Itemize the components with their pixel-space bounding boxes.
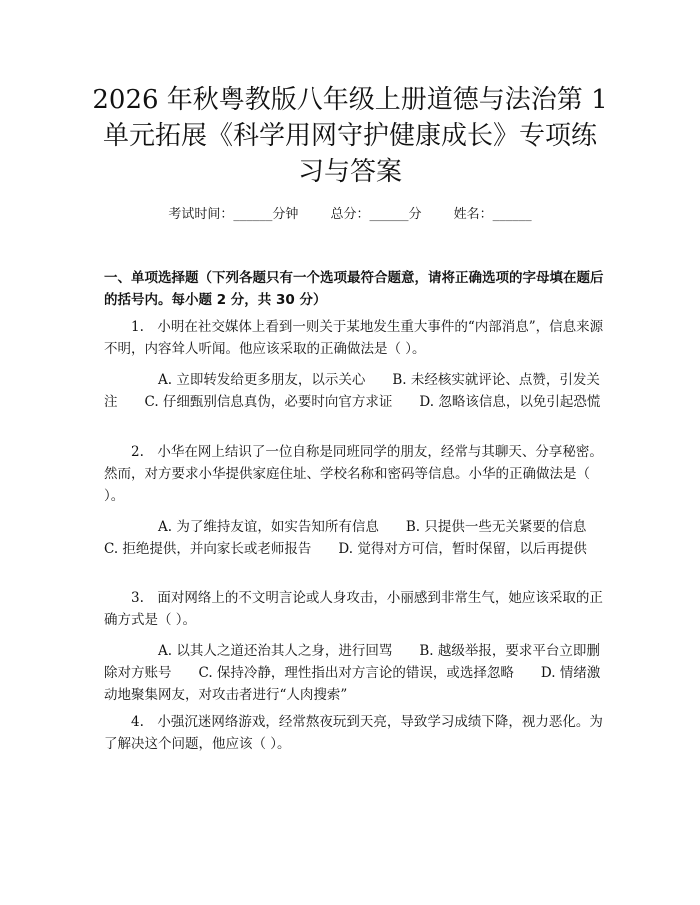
question-stem: 1. 小明在社交媒体上看到一则关于某地发生重大事件的“内部消息”，信息来源不明，内容耸人听闻。他应该采取的正确做法是（ ）。 [104, 319, 604, 357]
question-options: A. 以其人之道还治其人之身，进行回骂 B. 越级举报，要求平台立即删除对方账号 C. 保持冷静，理性指出对方言论的错误，或选择忽略 D. 情绪激动地聚集网友，对攻击者进行“人肉搜索” [104, 643, 601, 703]
question-1 [104, 316, 606, 413]
total-score-field: 总分：______分 [330, 207, 422, 222]
question-options: A. 为了维持友谊，如实告知所有信息 B. 只提供一些无关紧要的信息 C. 拒绝提供，并向家长或老师报告 D. 觉得对方可信，暂时保留，以后再提供 [104, 519, 614, 557]
question-4 [104, 711, 606, 755]
exam-time-field: 考试时间：______分钟 [168, 207, 299, 222]
question-stem: 2. 小华在网上结识了一位自称是同班同学的朋友，经常与其聊天、分享秘密。然而，对方要求小华提供家庭住址、学校名称和密码等信息。小华的正确做法是（ ）。 [104, 444, 603, 504]
title-line-1: 2026 年秋粤教版八年级上册道德与法治第 1 [92, 85, 608, 115]
title-line-3: 习与答案 [297, 157, 402, 187]
section-heading: 一、单项选择题（下列各题只有一个选项最符合题意，请将正确选项的字母填在题后的括号内。每小题 2 分，共 30 分） [104, 270, 604, 308]
question-2 [104, 441, 614, 560]
question-3 [104, 587, 606, 706]
question-options: A. 立即转发给更多朋友，以示关心 B. 未经核实就评论、点赞，引发关注 C. 仔细甄别信息真伪，必要时向官方求证 D. 忽略该信息，以免引起恐慌 [104, 372, 601, 410]
question-stem: 3. 面对网络上的不文明言论或人身攻击，小丽感到非常生气，她应该采取的正确方式是（ ）。 [104, 590, 603, 628]
page-title [80, 82, 620, 190]
student-name-field: 姓名：______ [453, 207, 532, 222]
question-stem: 4. 小强沉迷网络游戏，经常熬夜玩到天亮，导致学习成绩下降，视力恶化。为了解决这个问题，他应该（ ）。 [104, 714, 603, 752]
title-line-2: 单元拓展《科学用网守护健康成长》专项练 [102, 121, 597, 151]
exam-info-line [0, 206, 700, 224]
